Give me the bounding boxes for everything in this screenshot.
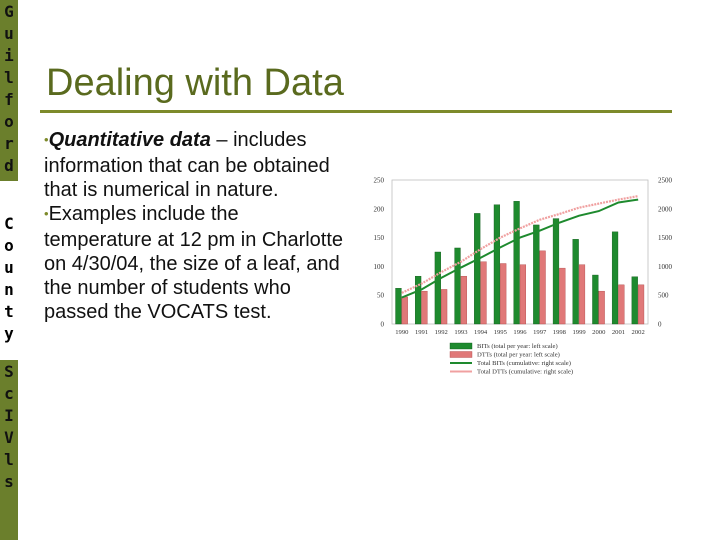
- sidebar-letter: y: [4, 324, 14, 343]
- left-axis-tick-label: 0: [380, 320, 384, 329]
- right-axis-tick-label: 1000: [658, 262, 672, 271]
- dtts-bar: [520, 265, 526, 324]
- sidebar-letter: l: [4, 450, 14, 469]
- sidebar-letter: c: [4, 384, 14, 403]
- sidebar-letter: r: [4, 134, 14, 153]
- sidebar-letter: f: [4, 90, 14, 109]
- bits-dtts-chart: [358, 172, 672, 394]
- x-axis-tick-label: 1995: [493, 329, 507, 336]
- x-axis-tick-label: 1998: [552, 329, 566, 336]
- x-axis-tick-label: 2002: [631, 329, 645, 336]
- bullet-1-term: Quantitative data: [48, 129, 211, 151]
- sidebar-letter: S: [4, 362, 14, 381]
- bits-bar: [632, 277, 638, 324]
- sidebar-block-guilford: [0, 0, 18, 181]
- sidebar-letter: i: [4, 46, 14, 65]
- bits-bar: [435, 252, 441, 324]
- dtts-bar: [422, 291, 428, 324]
- left-axis-tick-label: 50: [377, 291, 384, 300]
- sidebar-letter: o: [4, 112, 14, 131]
- dtts-bar: [500, 264, 506, 324]
- left-axis-tick-label: 250: [373, 176, 384, 185]
- bullet-dot-icon: •: [44, 132, 49, 147]
- dtts-bar: [638, 285, 644, 324]
- legend-entry: BITs (total per year: left scale): [477, 343, 558, 350]
- bits-bar: [455, 248, 461, 324]
- x-axis-tick-label: 2000: [592, 329, 606, 336]
- sidebar-letter: V: [4, 428, 14, 447]
- sidebar-block-county: [0, 212, 18, 352]
- sidebar-block-schools: [0, 360, 18, 540]
- bits-bar: [612, 232, 618, 324]
- sidebar-letter: s: [4, 472, 14, 491]
- slide-title: Dealing with Data: [46, 62, 344, 104]
- sidebar-letter: C: [4, 214, 14, 233]
- dtts-bar: [461, 276, 467, 324]
- x-axis-tick-label: 1994: [474, 329, 488, 336]
- bullet-1-text: – includes information that can be obtained that is numerical in nature.: [44, 129, 330, 201]
- bullet-2-text: Examples include the temperature at 12 pm in Charlotte on 4/30/04, the size of a leaf, and the number of students who passed the VOCATS test.: [44, 203, 344, 323]
- bullet-2: [44, 202, 344, 324]
- sidebar-letter: t: [4, 302, 14, 321]
- bullet-dot-icon: •: [44, 206, 49, 221]
- bits-bar: [474, 213, 480, 324]
- sidebar-letter: I: [4, 406, 14, 425]
- dtts-bar: [481, 262, 487, 324]
- right-axis-tick-label: 2500: [658, 176, 672, 185]
- sidebar-letter: u: [4, 24, 14, 43]
- dtts-bar: [599, 291, 605, 324]
- sidebar-letter: d: [4, 156, 14, 175]
- right-axis-tick-label: 0: [658, 320, 662, 329]
- title-divider: [40, 110, 672, 113]
- bits-bar: [396, 288, 402, 324]
- sidebar-letter: n: [4, 280, 14, 299]
- x-axis-tick-label: 1990: [395, 329, 409, 336]
- x-axis-tick-label: 1992: [434, 329, 448, 336]
- sidebar-vertical-title: [0, 0, 18, 540]
- bits-bar: [573, 239, 579, 324]
- legend-entry: Total BITs (cumulative: right scale): [477, 360, 571, 367]
- dtts-bar: [402, 297, 408, 324]
- legend-entry: DTTs (total per year: left scale): [477, 351, 560, 359]
- legend-swatch: [450, 343, 472, 349]
- x-axis-tick-label: 1997: [533, 329, 547, 336]
- left-axis-tick-label: 100: [373, 262, 384, 271]
- x-axis-tick-label: 1993: [454, 329, 468, 336]
- bits-bar: [533, 225, 539, 324]
- left-axis-tick-label: 150: [373, 234, 384, 243]
- dtts-bar: [540, 251, 546, 324]
- bullet-1: [44, 128, 344, 202]
- bits-bar: [592, 275, 598, 324]
- dtts-bar: [559, 268, 565, 324]
- right-axis-tick-label: 2000: [658, 205, 672, 214]
- dtts-bar: [441, 289, 447, 324]
- sidebar-letter: u: [4, 258, 14, 277]
- dtts-bar: [579, 265, 585, 324]
- x-axis-tick-label: 2001: [611, 329, 626, 336]
- legend-entry: Total DTTs (cumulative: right scale): [477, 368, 574, 376]
- sidebar-letter: G: [4, 2, 14, 21]
- x-axis-tick-label: 1996: [513, 329, 527, 336]
- right-axis-tick-label: 500: [658, 291, 669, 300]
- bits-bar: [415, 276, 421, 324]
- right-axis-tick-label: 1500: [658, 234, 672, 243]
- slide-body: [44, 128, 344, 324]
- sidebar-letter: l: [4, 68, 14, 87]
- x-axis-tick-label: 1999: [572, 329, 586, 336]
- left-axis-tick-label: 200: [373, 205, 384, 214]
- sidebar-letter: o: [4, 236, 14, 255]
- x-axis-tick-label: 1991: [414, 329, 429, 336]
- bits-bar: [553, 219, 559, 324]
- dtts-bar: [618, 285, 624, 324]
- bits-bar: [494, 205, 500, 324]
- legend-swatch: [450, 352, 472, 358]
- bits-bar: [514, 201, 520, 324]
